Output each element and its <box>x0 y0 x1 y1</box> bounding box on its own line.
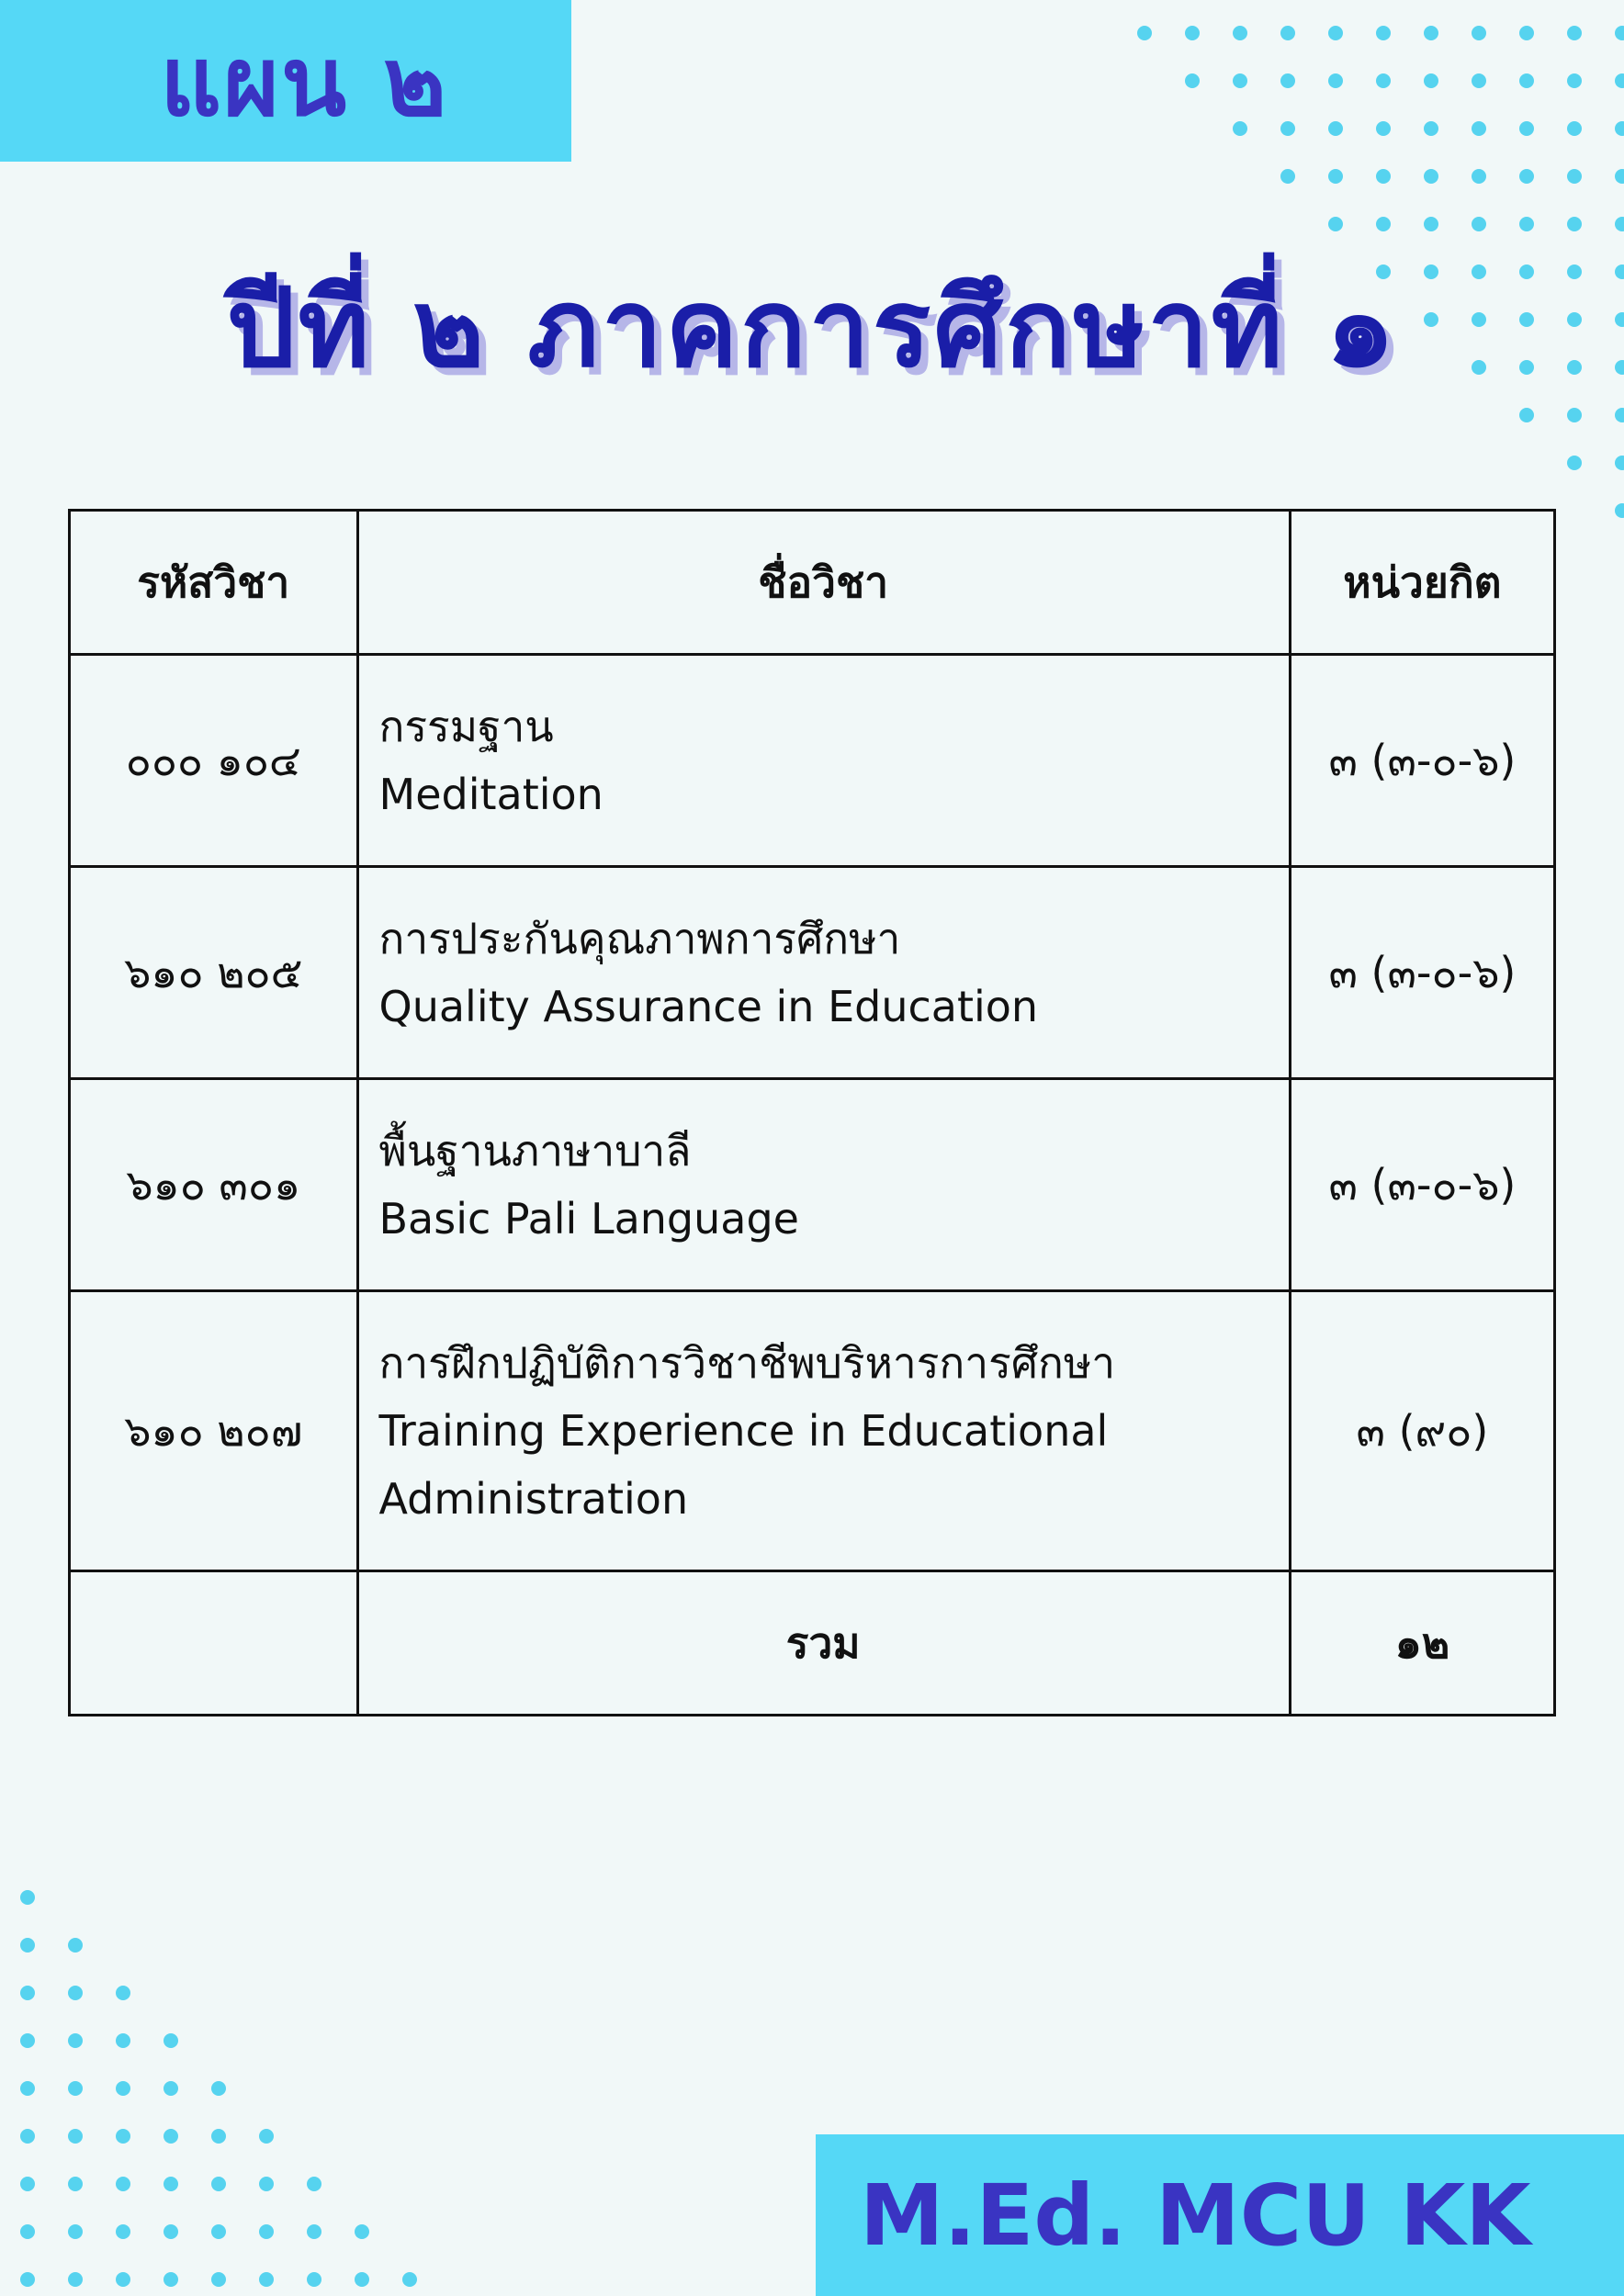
decorative-dot <box>20 2224 35 2239</box>
decorative-dot <box>1615 26 1624 40</box>
course-code: ๐๐๐ ๑๐๔ <box>70 655 358 867</box>
decorative-dot <box>402 2272 417 2287</box>
table-total-row <box>70 1571 1555 1716</box>
course-code: ๖๑๐ ๒๐๗ <box>70 1291 358 1571</box>
decorative-dot <box>1328 73 1343 88</box>
decorative-dot <box>1376 169 1391 184</box>
decorative-dot <box>20 2033 35 2048</box>
decorative-dot <box>20 1986 35 2000</box>
decorative-dot <box>1519 169 1534 184</box>
decorative-dot <box>116 2129 130 2144</box>
decorative-dot <box>1519 121 1534 136</box>
decorative-dot <box>1567 73 1582 88</box>
decorative-dot <box>1328 169 1343 184</box>
decorative-dot <box>307 2224 321 2239</box>
decorative-dot <box>1424 217 1438 231</box>
decorative-dot <box>164 2129 178 2144</box>
decorative-dot <box>1376 73 1391 88</box>
decorative-dot <box>1472 121 1486 136</box>
decorative-dot <box>1328 217 1343 231</box>
table-header-row <box>70 511 1555 655</box>
course-name-english: Basic Pali Language <box>378 1194 799 1244</box>
decorative-dot <box>1424 121 1438 136</box>
decorative-dot <box>259 2272 274 2287</box>
decorative-dot <box>164 2033 178 2048</box>
decorative-dot <box>20 2081 35 2096</box>
decorative-dot <box>68 1938 83 1953</box>
course-name-thai: การประกันคุณภาพการศึกษา <box>378 914 901 963</box>
decorative-dot <box>1233 26 1247 40</box>
plan-banner <box>0 0 571 162</box>
decorative-dot <box>1519 217 1534 231</box>
decorative-dot <box>116 1986 130 2000</box>
decorative-dot <box>1376 121 1391 136</box>
decorative-dot <box>1615 503 1624 518</box>
decorative-dot <box>20 2272 35 2287</box>
decorative-dot <box>68 2272 83 2287</box>
decorative-dot <box>1472 217 1486 231</box>
course-name-english: Training Experience in Educational Administration <box>378 1406 1109 1524</box>
decorative-dot <box>1280 169 1295 184</box>
total-credits: ๑๒ <box>1290 1571 1554 1716</box>
decorative-dot <box>1567 169 1582 184</box>
course-table <box>68 509 1556 1716</box>
course-name <box>357 655 1290 867</box>
decorative-dot <box>1615 456 1624 470</box>
decorative-dot <box>307 2177 321 2191</box>
total-label: รวม <box>357 1571 1290 1716</box>
course-credits: ๓ (๓-๐-๖) <box>1290 1079 1554 1291</box>
total-empty-cell <box>70 1571 358 1716</box>
decorative-dot <box>1567 217 1582 231</box>
decorative-dot <box>116 2033 130 2048</box>
decorative-dot <box>1472 26 1486 40</box>
decorative-dot <box>116 2272 130 2287</box>
decorative-dot <box>164 2177 178 2191</box>
footer-banner <box>816 2134 1624 2296</box>
decorative-dot <box>1185 26 1200 40</box>
table-row <box>70 867 1555 1079</box>
decorative-dot <box>68 2081 83 2096</box>
course-name <box>357 1079 1290 1291</box>
decorative-dot <box>1280 73 1295 88</box>
decorative-dot <box>1280 121 1295 136</box>
decorative-dot <box>1472 73 1486 88</box>
course-name-thai: กรรมฐาน <box>378 702 554 751</box>
decorative-dot <box>1567 456 1582 470</box>
decorative-dot <box>116 2081 130 2096</box>
course-name <box>357 1291 1290 1571</box>
course-credits: ๓ (๙๐) <box>1290 1291 1554 1571</box>
decorative-dot <box>20 2177 35 2191</box>
decorative-dot <box>68 2033 83 2048</box>
course-name <box>357 867 1290 1079</box>
page-title: ปีที่ ๒ ภาคการศึกษาที่ ๑ <box>226 264 1398 391</box>
decorative-dot <box>1424 26 1438 40</box>
decorative-dot <box>259 2129 274 2144</box>
course-name-thai: พื้นฐานภาษาบาลี <box>378 1126 692 1176</box>
decorative-dot <box>1137 26 1152 40</box>
header-credits: หน่วยกิต <box>1290 511 1554 655</box>
decorative-dot <box>1567 26 1582 40</box>
decorative-dot <box>211 2081 226 2096</box>
course-credits: ๓ (๓-๐-๖) <box>1290 867 1554 1079</box>
decorative-dot <box>20 1938 35 1953</box>
table-row <box>70 1079 1555 1291</box>
decorative-dot <box>1233 121 1247 136</box>
decorative-dot <box>355 2272 369 2287</box>
course-name-thai: การฝึกปฏิบัติการวิชาชีพบริหารการศึกษา <box>378 1338 1116 1388</box>
decorative-dot <box>1424 169 1438 184</box>
decorative-dot <box>164 2224 178 2239</box>
decorative-dot <box>259 2177 274 2191</box>
decorative-dot <box>68 2224 83 2239</box>
course-name-english: Meditation <box>378 770 603 819</box>
decorative-dot <box>164 2272 178 2287</box>
decorative-dot <box>211 2272 226 2287</box>
table-row <box>70 655 1555 867</box>
decorative-dot <box>20 2129 35 2144</box>
decorative-dot <box>1615 169 1624 184</box>
decorative-dot <box>355 2224 369 2239</box>
course-code: ๖๑๐ ๓๐๑ <box>70 1079 358 1291</box>
decorative-dot <box>68 2129 83 2144</box>
decorative-dot <box>211 2224 226 2239</box>
footer-label: M.Ed. MCU KK <box>860 2166 1531 2265</box>
decorative-dot <box>1472 169 1486 184</box>
decorative-dot <box>116 2177 130 2191</box>
header-name: ชื่อวิชา <box>357 511 1290 655</box>
decorative-dot <box>259 2224 274 2239</box>
header-code: รหัสวิชา <box>70 511 358 655</box>
decorative-dot <box>1328 121 1343 136</box>
decorative-dot <box>68 2177 83 2191</box>
plan-label: แผน ๒ <box>160 25 448 138</box>
decorative-dot <box>211 2177 226 2191</box>
decorative-dot <box>68 1986 83 2000</box>
decorative-dot <box>1233 73 1247 88</box>
decorative-dot <box>1280 26 1295 40</box>
table-row <box>70 1291 1555 1571</box>
decorative-dot <box>1615 217 1624 231</box>
course-code: ๖๑๐ ๒๐๕ <box>70 867 358 1079</box>
decorative-dot <box>116 2224 130 2239</box>
decorative-dot <box>307 2272 321 2287</box>
course-name-english: Quality Assurance in Education <box>378 982 1039 1031</box>
decorative-dot <box>20 1890 35 1905</box>
decorative-dot <box>1615 121 1624 136</box>
decorative-dot <box>1615 73 1624 88</box>
decorative-dot <box>1424 73 1438 88</box>
decorative-dot <box>1519 26 1534 40</box>
decorative-dot <box>211 2129 226 2144</box>
decorative-dot <box>1519 73 1534 88</box>
decorative-dot <box>1376 26 1391 40</box>
decorative-dot <box>1567 121 1582 136</box>
decorative-dot <box>1185 73 1200 88</box>
decorative-dot <box>1328 26 1343 40</box>
decorative-dot <box>1376 217 1391 231</box>
decorative-dot <box>164 2081 178 2096</box>
course-credits: ๓ (๓-๐-๖) <box>1290 655 1554 867</box>
